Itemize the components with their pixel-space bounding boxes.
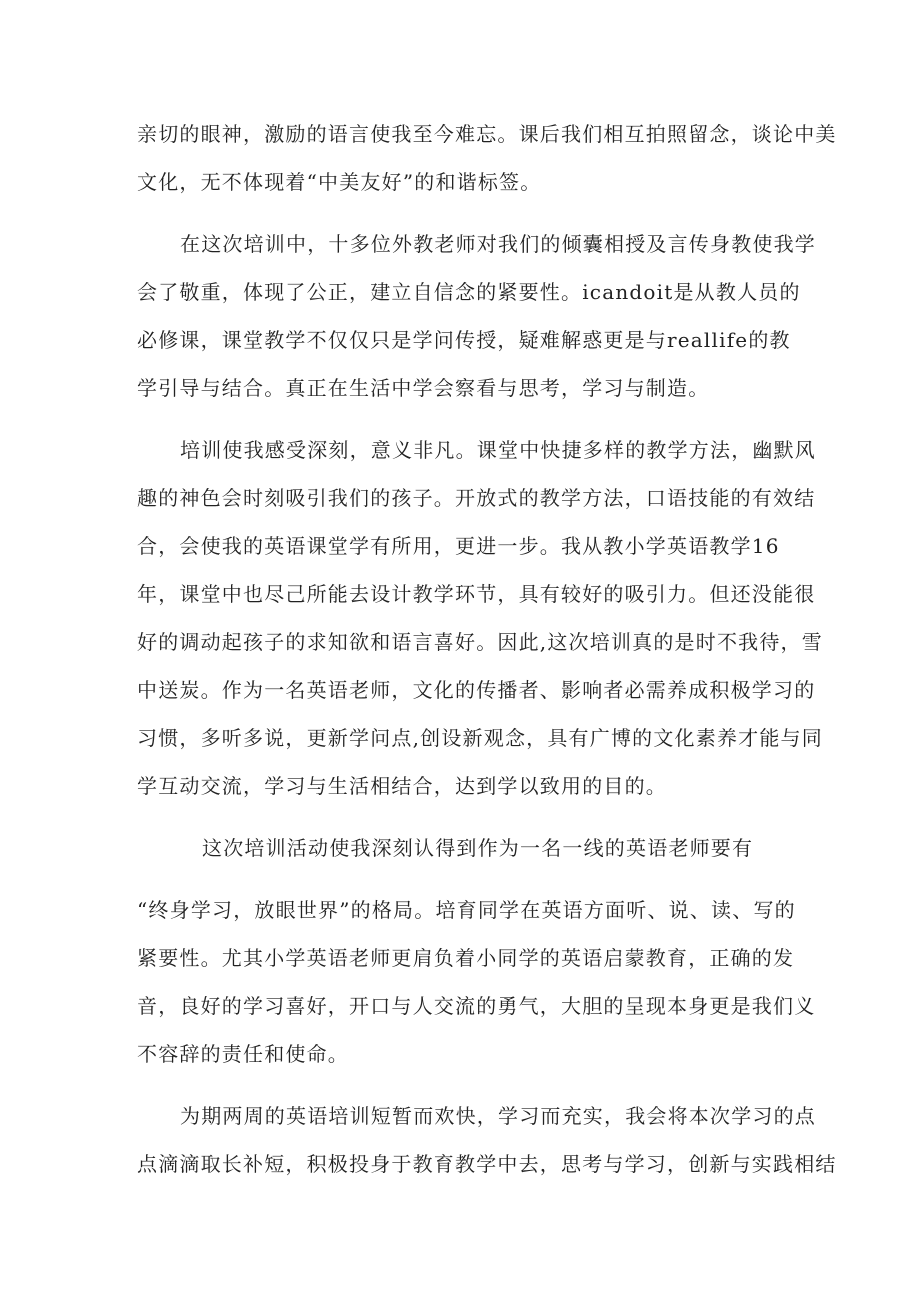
text-line: 文化，无不体现着“中美友好”的和谐标签。 xyxy=(137,170,542,194)
text-line: 中送炭。作为一名英语老师，文化的传播者、影响者必需养成积极学习的 xyxy=(137,678,816,702)
text-line: 好的调动起孩子的求知欲和语言喜好。因此,这次培训真的是时不我待，雪 xyxy=(137,630,823,654)
text-line: 趣的神色会时刻吸引我们的孩子。开放式的教学方法，口语技能的有效结 xyxy=(137,486,816,510)
text-line: 必修课，课堂教学不仅仅只是学问传授，疑难解惑更是与reallife的教 xyxy=(137,328,791,352)
text-line: 不容辞的责任和使命。 xyxy=(137,1042,349,1066)
text-line: 在这次培训中，十多位外教老师对我们的倾囊相授及言传身教使我学 xyxy=(180,232,816,256)
text-line: 音，良好的学习喜好，开口与人交流的勇气，大胆的呈现本身更是我们义 xyxy=(137,994,816,1018)
text-line: 点滴滴取长补短，积极投身于教育教学中去，思考与学习，创新与实践相结 xyxy=(137,1152,837,1176)
text-line: 年，课堂中也尽己所能去设计教学环节，具有较好的吸引力。但还没能很 xyxy=(137,582,816,606)
text-line: 习惯，多听多说，更新学问点,创设新观念，具有广博的文化素养才能与同 xyxy=(137,726,823,750)
text-line: 这次培训活动使我深刻认得到作为一名一线的英语老师要有 xyxy=(202,836,754,860)
text-line: “终身学习，放眼世界”的格局。培育同学在英语方面听、说、读、写的 xyxy=(137,898,796,922)
text-line: 培训使我感受深刻，意义非凡。课堂中快捷多样的教学方法，幽默风 xyxy=(180,438,816,462)
text-line: 合，会使我的英语课堂学有所用，更进一步。我从教小学英语教学16 xyxy=(137,534,780,558)
text-line: 亲切的眼神，激励的语言使我至今难忘。课后我们相互拍照留念，谈论中美 xyxy=(137,122,837,146)
text-line: 学引导与结合。真正在生活中学会察看与思考，学习与制造。 xyxy=(137,376,710,400)
text-line: 为期两周的英语培训短暂而欢快，学习而充实，我会将本次学习的点 xyxy=(180,1104,816,1128)
text-line: 紧要性。尤其小学英语老师更肩负着小同学的英语启蒙教育，正确的发 xyxy=(137,946,795,970)
text-line: 会了敬重，体现了公正，建立自信念的紧要性。icandoit是从教人员的 xyxy=(137,280,801,304)
text-line: 学互动交流，学习与生活相结合，达到学以致用的目的。 xyxy=(137,774,667,798)
